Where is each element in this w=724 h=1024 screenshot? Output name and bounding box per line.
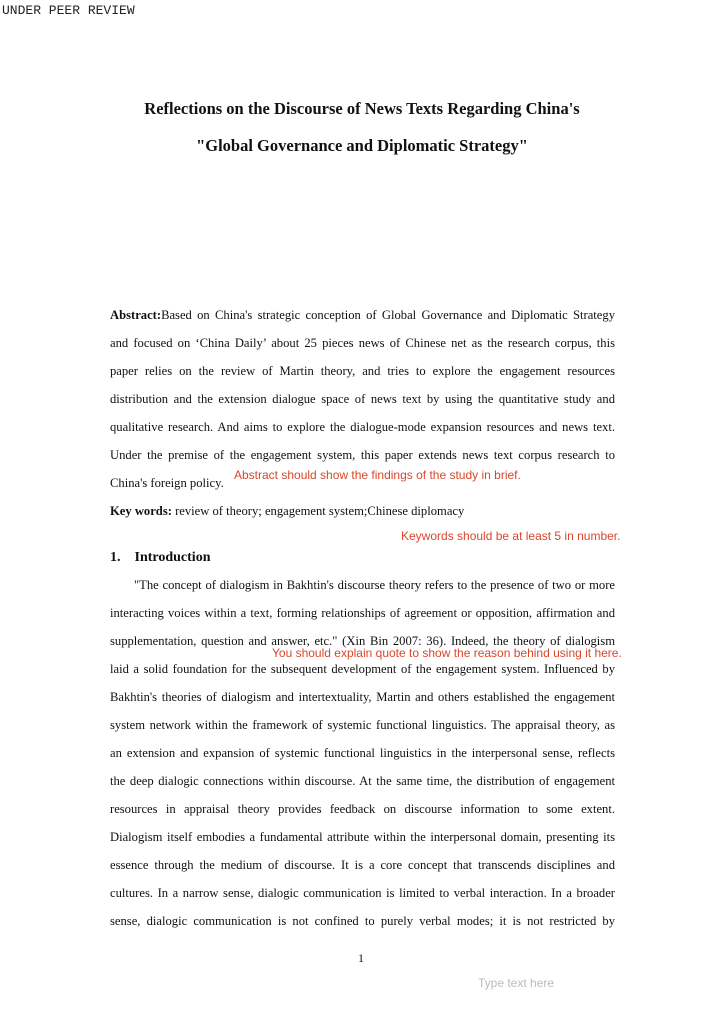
review-comment-keywords: Keywords should be at least 5 in number. — [401, 529, 621, 543]
body-line: system network within the framework of systemic functional linguistics. The appraisal theory, as — [110, 718, 615, 732]
abstract-text: Based on China's strategic conception of Global Governance and Diplomatic Strategy — [161, 308, 615, 322]
title-line-1: Reflections on the Discourse of News Texts Regarding China's — [144, 99, 580, 118]
abstract-label: Abstract: — [110, 308, 162, 322]
section-heading: 1. Introduction — [110, 550, 211, 565]
body-line: cultures. In a narrow sense, dialogic communication is limited to verbal interaction. In a broader — [110, 886, 615, 900]
review-comment-quote: You should explain quote to show the reason behind using it here. — [272, 646, 622, 660]
body-line: "The concept of dialogism in Bakhtin's discourse theory refers to the presence of two or more — [134, 578, 615, 592]
keywords-label: Key words: — [110, 504, 172, 518]
body-line: interacting voices within a text, forming relationships of agreement or opposition, affirmation and — [110, 606, 615, 620]
body-line: essence through the medium of discourse. It is a core concept that transcends disciplines and — [110, 858, 615, 872]
body-line: resources in appraisal theory provides feedback on discourse information to some extent. — [110, 802, 615, 816]
body-line: sense, dialogic communication is not confined to purely verbal modes; it is not restricted by — [110, 914, 615, 928]
peer-review-header: UNDER PEER REVIEW — [2, 3, 135, 18]
body-line: the deep dialogic connections within discourse. At the same time, the distribution of engagement — [110, 774, 615, 788]
keywords-text: review of theory; engagement system;Chinese diplomacy — [171, 504, 465, 518]
keywords-line — [110, 503, 615, 519]
title-line-2: "Global Governance and Diplomatic Strategy" — [196, 136, 528, 155]
abstract-line: and focused on ‘China Daily’ about 25 pieces news of Chinese net as the research corpus, this — [110, 336, 615, 350]
body-line: an extension and expansion of systemic functional linguistics in the interpersonal sense, reflects — [110, 746, 615, 760]
abstract-line: qualitative research. And aims to explore the dialogue-mode expansion resources and news text. — [110, 420, 615, 434]
body-line: Dialogism itself embodies a fundamental attribute within the interpersonal domain, presenting its — [110, 830, 615, 844]
body-line: supplementation, question and answer, etc." (Xin Bin 2007: 36). Indeed, the theory of dialogism — [110, 634, 615, 648]
body-line: Bakhtin's theories of dialogism and intertextuality, Martin and others established the engagement — [110, 690, 615, 704]
review-comment-abstract: Abstract should show the findings of the study in brief. — [234, 468, 521, 482]
abstract-line: paper relies on the review of Martin theory, and tries to explore the engagement resources — [110, 364, 615, 378]
abstract-line: Under the premise of the engagement system, this paper extends news text corpus research to — [110, 448, 615, 462]
page-number: 1 — [358, 951, 364, 965]
abstract-line: distribution and the extension dialogue space of news text by using the quantitative study and — [110, 392, 615, 406]
abstract-line: China's foreign policy. — [110, 476, 224, 490]
abstract-line — [110, 307, 615, 323]
body-line: laid a solid foundation for the subsequent development of the engagement system. Influenced by — [110, 662, 615, 676]
type-text-placeholder[interactable]: Type text here — [478, 976, 555, 990]
